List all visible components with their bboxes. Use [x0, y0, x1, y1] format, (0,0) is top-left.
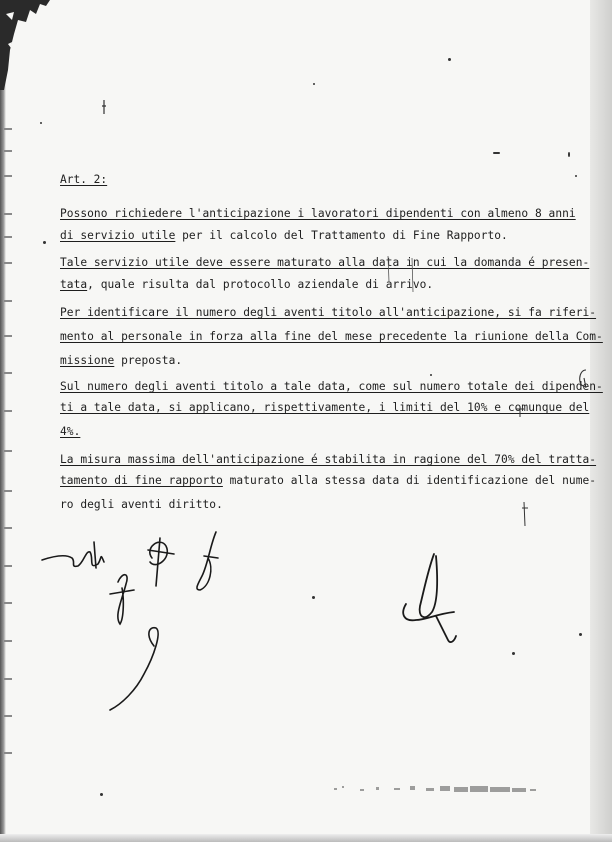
text-line: La misura massima dell'anticipazione é stabilita in ragione del 70% del tratta- — [60, 453, 597, 466]
handwritten-signature-right — [398, 550, 468, 650]
handwritten-signatures — [40, 528, 240, 718]
margin-tick — [4, 602, 12, 604]
text-line: ro degli aventi diritto. — [60, 498, 223, 511]
scan-speck — [448, 58, 451, 61]
page-right-edge — [590, 0, 612, 842]
text-line: Possono richiedere l'anticipazione i lavoratori dipendenti con almeno 8 anni — [60, 207, 576, 220]
margin-tick — [4, 213, 12, 215]
article-heading: Art. 2: — [60, 173, 108, 186]
scan-speck — [313, 83, 315, 85]
text-line: Tale servizio utile deve essere maturato alla data in cui la domanda é presen- — [60, 256, 590, 269]
pen-mark — [576, 368, 590, 390]
margin-tick — [4, 128, 12, 130]
pen-mark — [520, 500, 530, 530]
margin-tick — [4, 236, 12, 238]
scan-speck — [43, 241, 46, 244]
page-bottom-edge — [0, 834, 612, 842]
margin-tick — [4, 490, 12, 492]
scan-speck — [100, 793, 103, 796]
margin-tick — [4, 262, 12, 264]
scan-speck — [579, 633, 582, 636]
pen-mark — [384, 252, 424, 302]
text-line: mento al personale in forza alla fine del mese precedente la riunione della Com- — [60, 330, 603, 343]
text-line: ti a tale data, si applicano, rispettivamente, i limiti del 10% e comunque del — [60, 401, 590, 414]
text-line: Sul numero degli aventi titolo a tale data, come sul numero totale dei dipenden- — [60, 380, 603, 393]
text-line: Per identificare il numero degli aventi titolo all'anticipazione, si fa riferi- — [60, 306, 597, 319]
scan-noise — [330, 780, 550, 798]
scan-speck — [568, 152, 570, 157]
pen-mark — [100, 100, 110, 120]
margin-tick — [4, 410, 12, 412]
margin-tick — [4, 715, 12, 717]
margin-tick — [4, 335, 12, 337]
margin-tick — [4, 640, 12, 642]
margin-tick — [4, 372, 12, 374]
margin-tick — [4, 752, 12, 754]
margin-tick — [4, 175, 12, 177]
margin-tick — [4, 678, 12, 680]
text-line: tata, quale risulta dal protocollo aziendale di arrivo. — [60, 278, 434, 291]
scan-speck — [512, 652, 515, 655]
margin-tick — [4, 565, 12, 567]
margin-tick — [4, 527, 12, 529]
scan-speck — [40, 122, 42, 124]
scan-speck — [493, 152, 500, 154]
margin-tick — [4, 300, 12, 302]
corner-scan-artifact — [0, 0, 52, 90]
scan-speck — [312, 596, 315, 599]
scan-speck — [575, 175, 577, 177]
margin-tick — [4, 450, 12, 452]
text-line: missione preposta. — [60, 354, 183, 367]
scan-speck — [430, 374, 432, 376]
margin-tick — [4, 150, 12, 152]
text-line: 4%. — [60, 425, 81, 438]
text-line: di servizio utile per il calcolo del Trattamento di Fine Rapporto. — [60, 229, 508, 242]
text-line: tamento di fine rapporto maturato alla stessa data di identificazione del nume- — [60, 474, 597, 487]
pen-mark — [514, 405, 526, 419]
